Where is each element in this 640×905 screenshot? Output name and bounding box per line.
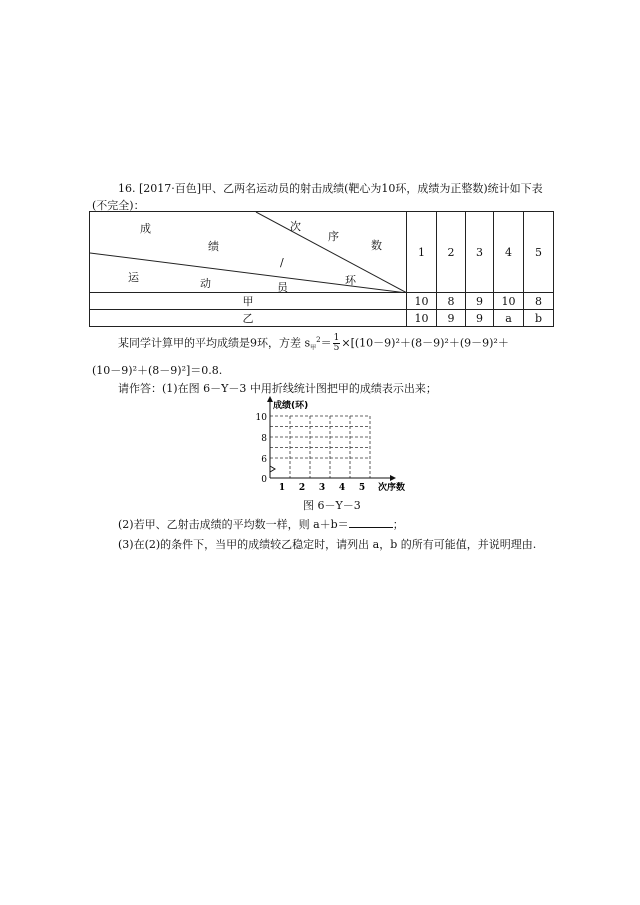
- table-cell: 8: [524, 293, 554, 310]
- fraction-numerator: 1: [333, 333, 340, 343]
- header-label-cheng: 成: [140, 222, 151, 235]
- header-label-dong: 动: [200, 277, 211, 290]
- variance-subscript: 甲: [310, 344, 317, 352]
- round-header-3: 3: [466, 212, 494, 293]
- header-label-ji: 绩: [208, 240, 219, 253]
- round-header-1: 1: [407, 212, 437, 293]
- x-tick-label: 4: [338, 483, 346, 491]
- x-tick-label: 2: [298, 483, 306, 491]
- table-cell: 9: [466, 293, 494, 310]
- round-header-5: 5: [524, 212, 554, 293]
- task-3: (3)在(2)的条件下，当甲的成绩较乙稳定时，请列出 a，b 的所有可能值，并说明理由.: [118, 538, 537, 551]
- table-cell: 10: [407, 310, 437, 327]
- axis-break-mark: [270, 466, 275, 472]
- header-label-xu: 序: [328, 230, 339, 243]
- question-intro: [118, 180, 543, 196]
- header-label-yuan: 员: [277, 281, 288, 294]
- round-header-2: 2: [437, 212, 466, 293]
- table-cell: 9: [466, 310, 494, 327]
- table-row-yi: [90, 310, 554, 327]
- variance-line-2: (10－9)²＋(8－9)²]＝0.8.: [92, 364, 223, 377]
- variance-text-a: 某同学计算甲的平均成绩是9环，方差 s: [118, 336, 311, 350]
- table-cell: a: [494, 310, 524, 327]
- round-header-4: 4: [494, 212, 524, 293]
- question-source: [2017·百色]: [139, 182, 202, 195]
- header-label-slash: /: [280, 256, 284, 269]
- diagonal-header-cell: [90, 212, 407, 293]
- figure-caption: 图 6－Y－3: [303, 499, 361, 512]
- task-2: [118, 516, 404, 532]
- x-tick-label: 3: [318, 483, 326, 491]
- x-axis-label: 次序数: [378, 483, 406, 491]
- y-tick-label-origin: 0: [261, 475, 267, 485]
- variance-text-b: ×[(10－9)²＋(8－9)²＋(9－9)²＋: [341, 336, 509, 350]
- table-cell: 10: [407, 293, 437, 310]
- header-label-yun: 运: [128, 271, 139, 284]
- task-2-end: ；: [392, 518, 404, 531]
- answer-blank: [349, 518, 393, 528]
- athlete-name-yi: 乙: [90, 310, 407, 327]
- table-cell: 8: [437, 293, 466, 310]
- score-table: [89, 211, 554, 327]
- question-text-continued: (不完全)：: [92, 199, 145, 212]
- y-tick-label: 8: [261, 434, 267, 444]
- table-cell: 10: [494, 293, 524, 310]
- athlete-name-jia: 甲: [90, 293, 407, 310]
- question-number: 16.: [118, 182, 136, 195]
- y-tick-label: 10: [255, 413, 267, 423]
- y-tick-label: 6: [261, 455, 267, 465]
- x-axis-arrow: [390, 475, 396, 481]
- variance-line: [118, 334, 509, 353]
- fraction-denominator: 5: [333, 343, 340, 353]
- table-cell: b: [524, 310, 554, 327]
- header-label-ci: 次: [290, 220, 301, 233]
- x-tick-label: 1: [278, 483, 286, 491]
- x-tick-label: 5: [358, 483, 366, 491]
- task-1: 请作答：(1)在图 6－Y－3 中用折线统计图把甲的成绩表示出来；: [118, 382, 437, 395]
- table-cell: 9: [437, 310, 466, 327]
- task-2-text: (2)若甲、乙射击成绩的平均数一样，则 a＋b＝: [118, 518, 349, 531]
- header-label-huan: 环: [345, 274, 356, 287]
- table-header-row: [90, 212, 554, 293]
- line-chart-grid: [240, 396, 420, 491]
- question-text: 甲、乙两名运动员的射击成绩(靶心为10环，成绩为正整数)统计如下表: [201, 182, 543, 195]
- fraction-one-fifth: [333, 334, 341, 353]
- y-axis-label: 成绩(环): [273, 401, 309, 411]
- variance-equals: ＝: [320, 336, 332, 350]
- header-label-shu: 数: [371, 239, 382, 252]
- variance-superscript: 2: [316, 335, 321, 344]
- table-row-jia: [90, 293, 554, 310]
